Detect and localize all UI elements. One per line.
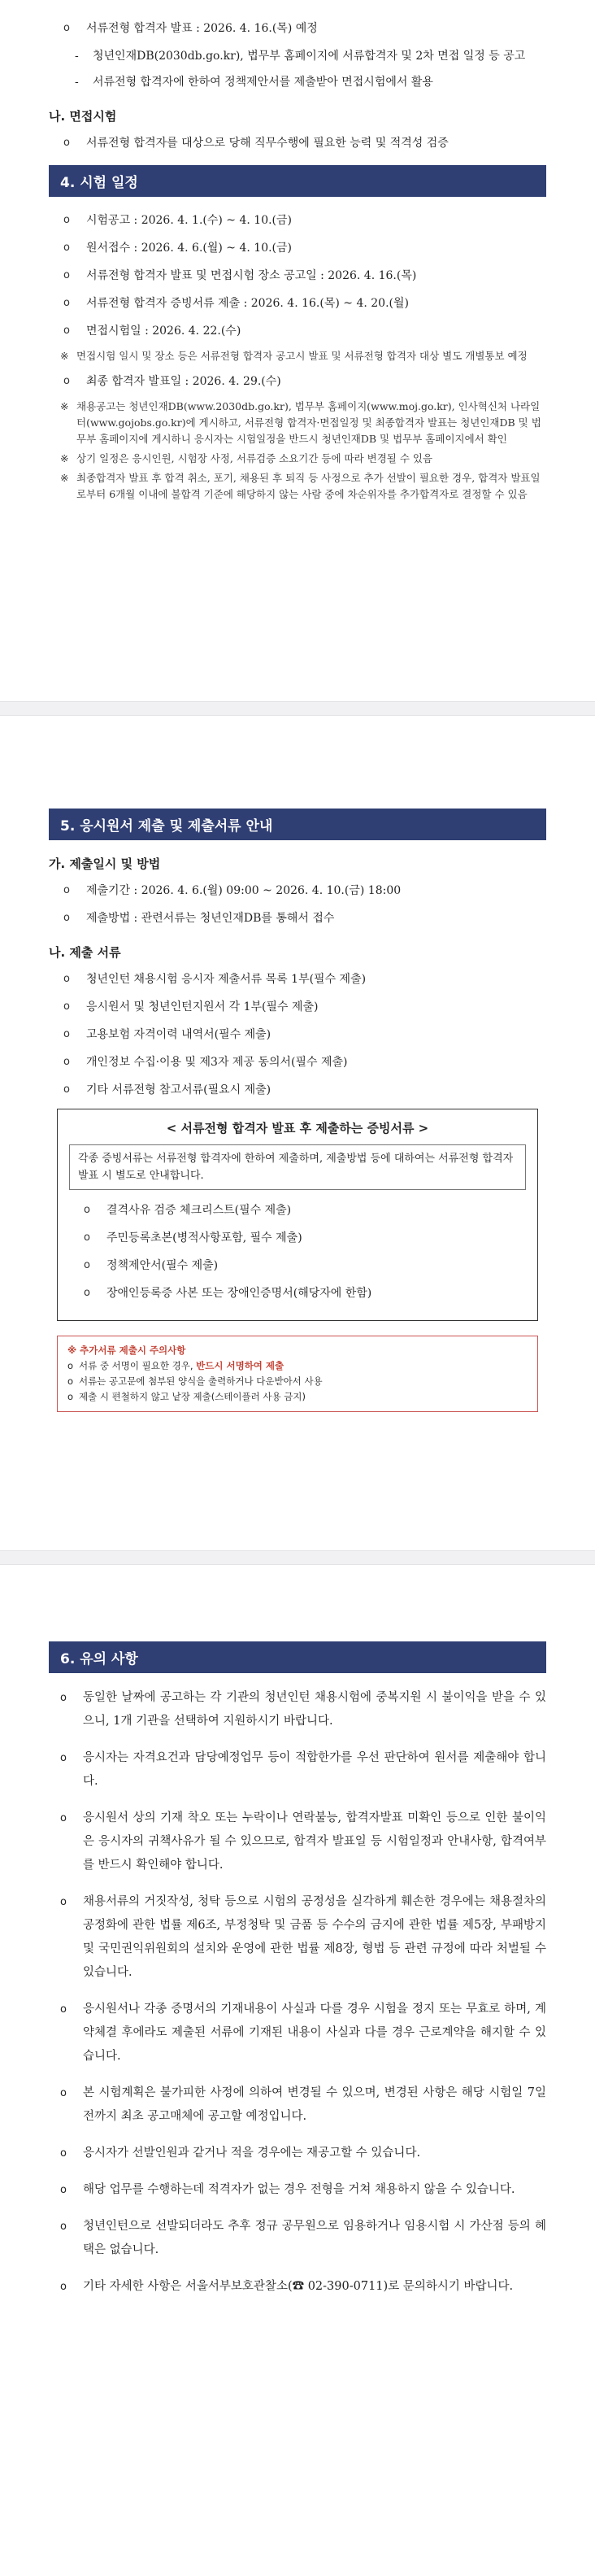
- section-4-title: 4. 시험 일정: [49, 165, 546, 197]
- submit-period-subheading: 가. 제출일시 및 방법: [49, 856, 161, 871]
- contact-paragraph: o 기타 자세한 사항은 서울서부보호관찰소(☎ 02-390-0711)로 문의하시기 바랍니다.: [60, 2275, 546, 2299]
- caution-paragraph: o 청년인턴으로 선발되더라도 추후 정규 공무원으로 임용하거나 임용시험 시 가산점 등의 혜택은 없습니다.: [60, 2215, 546, 2262]
- caution-item: o 서류 중 서명이 필요한 경우, 반드시 서명하여 제출: [67, 1358, 528, 1374]
- doc-result-detail-2: - 서류전형 합격자에 한하여 정책제안서를 제출받아 면접시험에서 활용: [70, 72, 546, 93]
- schedule-item: o 원서접수 : 2026. 4. 6.(월) ~ 4. 10.(금): [63, 238, 546, 259]
- schedule-note: ※ 상기 일정은 응시인원, 시험장 사정, 서류검증 소요기간 등에 따라 변경될 수 있음: [60, 451, 546, 467]
- sheet-2: [0, 716, 595, 1550]
- schedule-note: ※ 최종합격자 발표 후 합격 취소, 포기, 채용된 후 퇴직 등 사정으로 추가 선발이 필요한 경우, 합격자 발표일로부터 6개월 이내에 불합격 기준에 해당하지 않는 사람 중에 차순위자를 추가합격자로 결정할 수 있음: [60, 470, 546, 503]
- schedule-item: o 서류전형 합격자 발표 및 면접시험 장소 공고일 : 2026. 4. 16.(목): [63, 265, 546, 286]
- schedule-item: o 면접시험일 : 2026. 4. 22.(수): [63, 320, 546, 342]
- proof-documents-box: [57, 1109, 538, 1321]
- documents-subheading: 나. 제출 서류: [49, 945, 121, 960]
- page-separator: [0, 701, 595, 716]
- document-item: o 개인정보 수집·이용 및 제3자 제공 동의서(필수 제출): [63, 1052, 546, 1073]
- caution-box: [57, 1336, 538, 1412]
- sheet-3: [0, 1565, 595, 2344]
- caution-paragraph: o 응시원서 상의 기재 착오 또는 누락이나 연락불능, 합격자발표 미확인 등으로 인한 불이익은 응시자의 귀책사유가 될 수 있으므로, 합격자 발표일 등 시험일정과 안내사항, 합격여부를 반드시 확인해야 합니다.: [60, 1807, 546, 1877]
- section-5-title: 5. 응시원서 제출 및 제출서류 안내: [49, 809, 546, 840]
- document-item: o 응시원서 및 청년인턴지원서 각 1부(필수 제출): [63, 996, 546, 1018]
- caution-paragraph: o 응시자가 선발인원과 같거나 적을 경우에는 재공고할 수 있습니다.: [60, 2142, 546, 2165]
- doc-result-detail-1: - 청년인재DB(2030db.go.kr), 법무부 홈페이지에 서류합격자 및 2차 면접 일정 등 공고: [70, 46, 546, 67]
- document-item: o 고용보험 자격이력 내역서(필수 제출): [63, 1024, 546, 1045]
- submit-method: o 제출방법 : 관련서류는 청년인재DB를 통해서 접수: [63, 908, 546, 929]
- sheet-1: [0, 0, 595, 701]
- interview-subheading: 나. 면접시험: [49, 109, 117, 124]
- page-separator: [0, 1550, 595, 1565]
- caution-paragraph: o 응시자는 자격요건과 담당예정업무 등이 적합한가를 우선 판단하여 원서를 제출해야 합니다.: [60, 1746, 546, 1794]
- caution-paragraph: o 응시원서나 각종 증명서의 기재내용이 사실과 다를 경우 시험을 정지 또는 무효로 하며, 계약체결 후에라도 제출된 서류에 기재된 내용이 사실과 다를 경우 근로계약을 해지할 수 있습니다.: [60, 1998, 546, 2068]
- proof-item: o 주민등록초본(병적사항포함, 필수 제출): [84, 1227, 526, 1249]
- proof-box-desc: 각종 증빙서류는 서류전형 합격자에 한하여 제출하며, 제출방법 등에 대하여는 서류전형 합격자 발표 시 별도로 안내합니다.: [69, 1144, 526, 1190]
- schedule-item: o 시험공고 : 2026. 4. 1.(수) ~ 4. 10.(금): [63, 210, 546, 231]
- final-result-date: o 최종 합격자 발표일 : 2026. 4. 29.(수): [63, 371, 546, 392]
- interview-desc: o 서류전형 합격자를 대상으로 당해 직무수행에 필요한 능력 및 적격성 검증: [63, 133, 546, 154]
- caution-item: o 제출 시 편철하지 않고 낱장 제출(스테이플러 사용 금지): [67, 1389, 528, 1405]
- document-item: o 청년인턴 채용시험 응시자 제출서류 목록 1부(필수 제출): [63, 969, 546, 990]
- caution-paragraph: o 동일한 날짜에 공고하는 각 기관의 청년인턴 채용시험에 중복지원 시 불이익을 받을 수 있으니, 1개 기관을 선택하여 지원하시기 바랍니다.: [60, 1686, 546, 1733]
- proof-item: o 장애인등록증 사본 또는 장애인증명서(해당자에 한함): [84, 1283, 526, 1304]
- caution-paragraph: o 해당 업무를 수행하는데 적격자가 없는 경우 전형을 거쳐 채용하지 않을 수 있습니다.: [60, 2178, 546, 2202]
- caution-title: ※ 추가서류 제출시 주의사항: [67, 1345, 186, 1356]
- schedule-note: ※ 면접시험 일시 및 장소 등은 서류전형 합격자 공고시 발표 및 서류전형 합격자 대상 별도 개별통보 예정: [60, 348, 546, 364]
- doc-result-announce: o 서류전형 합격자 발표 : 2026. 4. 16.(목) 예정: [63, 18, 546, 39]
- section-6-title: 6. 유의 사항: [49, 1641, 546, 1673]
- proof-item: o 결격사유 검증 체크리스트(필수 제출): [84, 1200, 526, 1221]
- proof-item: o 정책제안서(필수 제출): [84, 1255, 526, 1276]
- document-item: o 기타 서류전형 참고서류(필요시 제출): [63, 1079, 546, 1101]
- submit-period: o 제출기간 : 2026. 4. 6.(월) 09:00 ~ 2026. 4. 10.(금) 18:00: [63, 880, 546, 901]
- caution-item: o 서류는 공고문에 첨부된 양식을 출력하거나 다운받아서 사용: [67, 1374, 528, 1389]
- schedule-note: ※ 채용공고는 청년인재DB(www.2030db.go.kr), 법무부 홈페이지(www.moj.go.kr), 인사혁신처 나라일터(www.gojobs.go.kr)에 게시하고, 서류전형 합격자·면접일정 및 최종합격자 발표는 청년인재DB 및 법무부 홈페이지에 게시하니 응시자는 시험일정을 반드시 청년인재DB 및 법무부 홈페이지에서 확인: [60, 399, 546, 447]
- proof-box-title: < 서류전형 합격자 발표 후 제출하는 증빙서류 >: [166, 1121, 429, 1135]
- caution-paragraph: o 채용서류의 거짓작성, 청탁 등으로 시험의 공정성을 실각하게 훼손한 경우에는 채용절차의 공정화에 관한 법률 제6조, 부정청탁 및 금품 등 수수의 금지에 관한 법률 제5장, 부패방지 및 국민권익위원회의 설치와 운영에 관한 법률 제8장, 형법 등 관련 규정에 따라 처벌될 수 있습니다.: [60, 1890, 546, 1985]
- caution-paragraph: o 본 시험계획은 불가피한 사정에 의하여 변경될 수 있으며, 변경된 사항은 해당 시험일 7일 전까지 최초 공고매체에 공고할 예정입니다.: [60, 2081, 546, 2129]
- schedule-item: o 서류전형 합격자 증빙서류 제출 : 2026. 4. 16.(목) ~ 4. 20.(월): [63, 293, 546, 314]
